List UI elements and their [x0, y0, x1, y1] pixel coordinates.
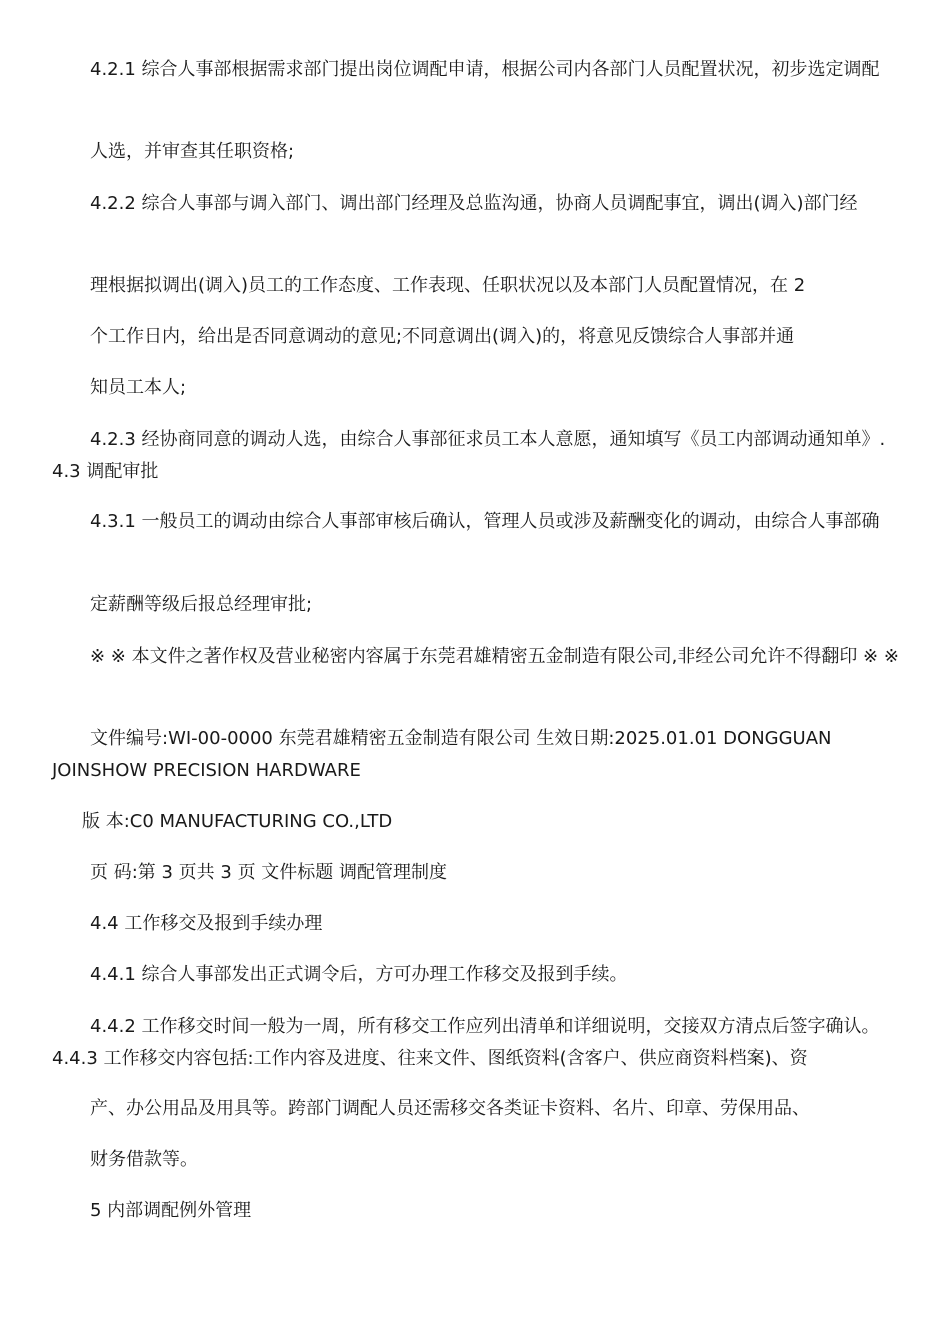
paragraph-4-2-3: 4.2.3 经协商同意的调动人选，由综合人事部征求员工本人意愿，通知填写《员工内部调动通知单》. 4.3 调配审批: [52, 429, 886, 482]
page-number-title: 页 码:第 3 页共 3 页 文件标题 调配管理制度: [90, 862, 448, 883]
paragraph-continuation: 产、办公用品及用具等。跨部门调配人员还需移交各类证卡资料、名片、印章、劳保用品、: [90, 1098, 810, 1119]
paragraph-4-4-2: 4.4.2 工作移交时间一般为一周，所有移交工作应列出清单和详细说明，交接双方清点后签字确认。 4.4.3 工作移交内容包括:工作内容及进度、往来文件、图纸资料(含客户、供应商资料档案)、资: [52, 1016, 880, 1069]
paragraph-4-4-1: 4.4.1 综合人事部发出正式调令后，方可办理工作移交及报到手续。: [90, 964, 628, 985]
section-heading-5: 5 内部调配例外管理: [90, 1200, 252, 1221]
paragraph-continuation: 理根据拟调出(调入)员工的工作态度、工作表现、任职状况以及本部门人员配置情况，在 2: [90, 275, 806, 296]
section-heading-4-4: 4.4 工作移交及报到手续办理: [90, 913, 323, 934]
copyright-notice: ※ ※ 本文件之著作权及营业秘密内容属于东莞君雄精密五金制造有限公司,非经公司允许不得翻印 ※ ※: [90, 646, 899, 667]
paragraph-continuation: 财务借款等。: [90, 1149, 198, 1170]
document-header-info: 文件编号:WI-00-0000 东莞君雄精密五金制造有限公司 生效日期:2025.01.01 DONGGUAN JOINSHOW PRECISION HARDWARE: [52, 728, 832, 781]
paragraph-4-2-2: 4.2.2 综合人事部与调入部门、调出部门经理及总监沟通，协商人员调配事宜，调出(调入)部门经: [90, 193, 858, 214]
paragraph-4-3-1: 4.3.1 一般员工的调动由综合人事部审核后确认，管理人员或涉及薪酬变化的调动，由综合人事部确: [90, 511, 880, 532]
paragraph-4-2-1: 4.2.1 综合人事部根据需求部门提出岗位调配申请，根据公司内各部门人员配置状况，初步选定调配: [90, 59, 880, 80]
paragraph-continuation: 知员工本人;: [90, 377, 187, 398]
paragraph-continuation: 定薪酬等级后报总经理审批;: [90, 594, 313, 615]
paragraph-continuation: 人选，并审查其任职资格;: [90, 141, 295, 162]
paragraph-continuation: 个工作日内，给出是否同意调动的意见;不同意调出(调入)的，将意见反馈综合人事部并通: [90, 326, 795, 347]
document-version: 版 本:C0 MANUFACTURING CO.,LTD: [82, 811, 393, 832]
